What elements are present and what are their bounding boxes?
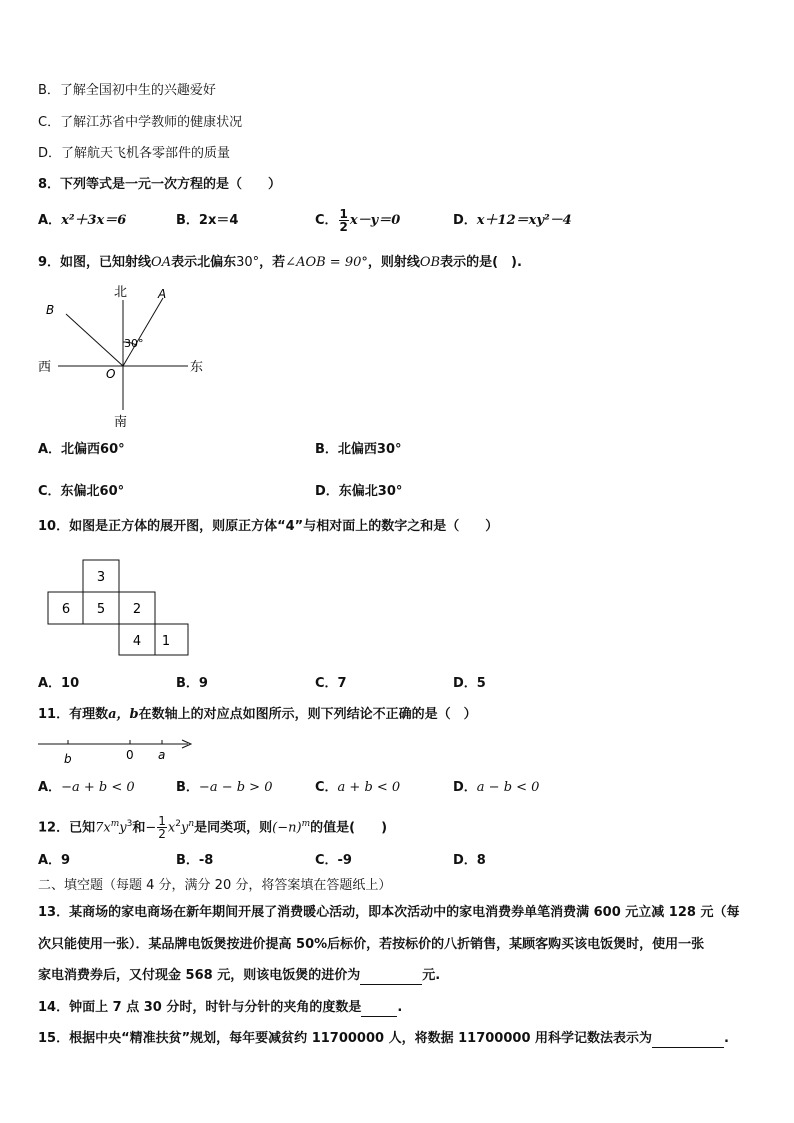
- q10-cube-net: [46, 558, 196, 658]
- q10-option-d: D．5: [453, 676, 486, 691]
- q11-option-d: D．a − b < 0: [453, 780, 540, 795]
- q9-option-d: D．东偏北30°: [315, 484, 403, 499]
- q10-option-b: B．9: [176, 676, 208, 691]
- label-west: 西: [38, 360, 52, 375]
- label-zero: 0: [126, 748, 134, 762]
- option-expr: x－y＝0: [349, 213, 401, 228]
- answer-blank[interactable]: [360, 970, 422, 985]
- net-number: 1: [161, 634, 171, 649]
- q9-option-a: A．北偏西60°: [38, 442, 125, 457]
- q8-option-c: [315, 204, 400, 238]
- option-label: C．: [315, 213, 338, 228]
- q11-option-a: A．−a + b < 0: [38, 780, 135, 795]
- label-angle: 30°: [124, 337, 144, 350]
- q12-option-b: B．-8: [176, 853, 214, 868]
- q7-option-d: D．了解航天飞机各零部件的质量: [38, 146, 231, 161]
- net-number: 4: [132, 634, 142, 649]
- q10-stem: 10．如图是正方体的展开图，则原正方体“4”与相对面上的数字之和是（ ）: [38, 519, 499, 534]
- q11-option-c: C．a + b < 0: [315, 780, 401, 795]
- label-a: a: [158, 748, 166, 762]
- option-expr: 2x＝4: [198, 213, 239, 228]
- q8-option-d: [453, 212, 572, 230]
- fraction: $\frac{1}{2}$: [339, 207, 348, 234]
- net-face: [155, 624, 188, 655]
- option-label: D．: [453, 213, 477, 228]
- q9-option-b: B．北偏西30°: [315, 442, 402, 457]
- option-expr: x＋12＝xy²－4: [476, 213, 572, 228]
- q10-option-c: C．7: [315, 676, 347, 691]
- q11-option-b: B．−a − b > 0: [176, 780, 273, 795]
- label-b: b: [64, 752, 72, 766]
- label-north: 北: [114, 285, 128, 300]
- net-number: 6: [61, 602, 71, 617]
- q11-stem: 11．有理数a，b在数轴上的对应点如图所示，则下列结论不正确的是（ ）: [38, 707, 477, 722]
- label-east: 东: [190, 360, 204, 375]
- q11-number-line: [36, 734, 206, 768]
- answer-blank[interactable]: [652, 1033, 724, 1048]
- fraction: $\frac{1}{2}$: [158, 814, 166, 842]
- ray-oa: [123, 298, 163, 366]
- q7-option-b: B．了解全国初中生的兴趣爱好: [38, 83, 216, 98]
- label-o: O: [106, 367, 116, 381]
- q7-option-c: C．了解江苏省中学教师的健康状况: [38, 115, 243, 130]
- net-number: 2: [132, 602, 142, 617]
- section-heading: 二、填空题（每题 4 分，满分 20 分，将答案填在答题纸上）: [38, 878, 392, 893]
- q12-option-c: C．-9: [315, 853, 352, 868]
- q13-line3: 家电消费券后，又付现金 568 元，则该电饭煲的进价为 元.: [38, 968, 441, 983]
- q10-option-a: A．10: [38, 676, 80, 691]
- option-label: A．: [38, 213, 62, 228]
- answer-blank[interactable]: [361, 1002, 397, 1017]
- q8-option-a: [38, 212, 126, 230]
- option-expr: x²＋3x＝6: [61, 213, 127, 228]
- label-a: A: [158, 287, 167, 301]
- q12-option-a: A．9: [38, 853, 71, 868]
- q8-stem: 8．下列等式是一元一次方程的是（ ）: [38, 177, 282, 192]
- net-number: 5: [96, 602, 106, 617]
- q12-stem: 12．已知$7x^my^3$和− $\frac{1}{2}$ $x^2y^n$是同类项，则$(-n)^m$的值是( ): [38, 814, 388, 842]
- q13-line2: 次只能使用一张）．某品牌电饭煲按进价提高 50%后标价，若按标价的八折销售，某顾客购买该电饭煲时，使用一张: [38, 937, 705, 952]
- label-b: B: [46, 303, 55, 317]
- q8-option-b: [176, 212, 238, 230]
- q13-line1: 13．某商场的家电商场在新年期间开展了消费暖心活动，即本次活动中的家电消费券单笔消费满 600 元立减 128 元（每: [38, 905, 740, 920]
- q9-compass-figure: [30, 280, 220, 430]
- net-number: 3: [96, 570, 106, 585]
- q14-text: 14．钟面上 7 点 30 分时，时针与分针的夹角的度数是 .: [38, 1000, 403, 1015]
- q12-option-d: D．8: [453, 853, 486, 868]
- q9-option-c: C．东偏北60°: [38, 484, 125, 499]
- ray-ob: [66, 314, 123, 366]
- q9-stem: 9．如图，已知射线OA表示北偏东30°，若∠AOB = 90°，则射线OB表示的是( ).: [38, 255, 522, 270]
- q15-text: 15．根据中央“精准扶贫”规划，每年要减贫约 11700000 人，将数据 11700000 用科学记数法表示为 .: [38, 1031, 729, 1046]
- option-label: B．: [176, 213, 199, 228]
- label-south: 南: [114, 415, 128, 430]
